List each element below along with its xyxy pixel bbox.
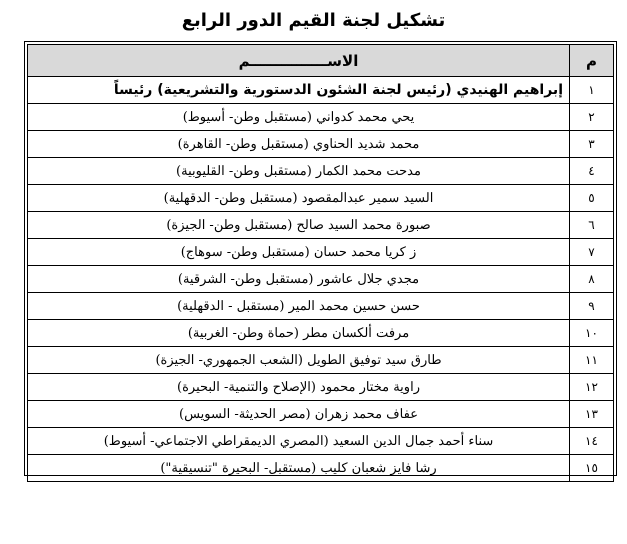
member-name: رشا فايز شعبان كليب (مستقبل- البحيرة "تنسيقية") xyxy=(28,455,570,482)
table-row xyxy=(28,455,614,482)
table-row xyxy=(28,104,614,131)
row-number: ٢ xyxy=(570,104,614,131)
member-name: يحي محمد كدواني (مستقبل وطن- أسيوط) xyxy=(28,104,570,131)
row-number: ٣ xyxy=(570,131,614,158)
row-number: ١٠ xyxy=(570,320,614,347)
row-number: ١٣ xyxy=(570,401,614,428)
row-number: ٨ xyxy=(570,266,614,293)
row-number: ١٥ xyxy=(570,455,614,482)
header-name: الاســـــــــــــــم xyxy=(28,45,570,77)
row-number: ٩ xyxy=(570,293,614,320)
row-number: ١ xyxy=(570,77,614,104)
row-number: ١١ xyxy=(570,347,614,374)
row-number: ٥ xyxy=(570,185,614,212)
member-name: طارق سيد توفيق الطويل (الشعب الجمهوري- الجيزة) xyxy=(28,347,570,374)
member-name: عفاف محمد زهران (مصر الحديثة- السويس) xyxy=(28,401,570,428)
table-header-row xyxy=(28,45,614,77)
member-name: راوية مختار محمود (الإصلاح والتنمية- البحيرة) xyxy=(28,374,570,401)
member-name: ز كريا محمد حسان (مستقبل وطن- سوهاج) xyxy=(28,239,570,266)
table-row xyxy=(28,77,614,104)
member-name-chair: إبراهيم الهنيدي (رئيس لجنة الشئون الدستورية والتشريعية) رئيساً xyxy=(28,77,570,104)
table-row xyxy=(28,428,614,455)
table-row xyxy=(28,131,614,158)
row-number: ١٤ xyxy=(570,428,614,455)
member-name: مجدي جلال عاشور (مستقبل وطن- الشرقية) xyxy=(28,266,570,293)
member-name: السيد سمير عبدالمقصود (مستقبل وطن- الدقهلية) xyxy=(28,185,570,212)
committee-table xyxy=(27,44,614,482)
table-row xyxy=(28,293,614,320)
table-row xyxy=(28,212,614,239)
member-name: حسن حسين محمد المير (مستقبل - الدقهلية) xyxy=(28,293,570,320)
table-row xyxy=(28,239,614,266)
page-title: تشكيل لجنة القيم الدور الرابع xyxy=(181,10,446,31)
table-row xyxy=(28,320,614,347)
row-number: ٤ xyxy=(570,158,614,185)
table-row xyxy=(28,185,614,212)
member-name: مدحت محمد الكمار (مستقبل وطن- القليوبية) xyxy=(28,158,570,185)
member-name: مرفت ألكسان مطر (حماة وطن- الغربية) xyxy=(28,320,570,347)
table-row xyxy=(28,374,614,401)
table-row xyxy=(28,401,614,428)
member-name: سناء أحمد جمال الدين السعيد (المصري الديمقراطي الاجتماعي- أسيوط) xyxy=(28,428,570,455)
row-number: ٧ xyxy=(570,239,614,266)
table-row xyxy=(28,266,614,293)
member-name: محمد شديد الحناوي (مستقبل وطن- القاهرة) xyxy=(28,131,570,158)
member-name: صبورة محمد السيد صالح (مستقبل وطن- الجيزة) xyxy=(28,212,570,239)
row-number: ٦ xyxy=(570,212,614,239)
table-row xyxy=(28,347,614,374)
header-number: م xyxy=(570,45,614,77)
table-row xyxy=(28,158,614,185)
row-number: ١٢ xyxy=(570,374,614,401)
